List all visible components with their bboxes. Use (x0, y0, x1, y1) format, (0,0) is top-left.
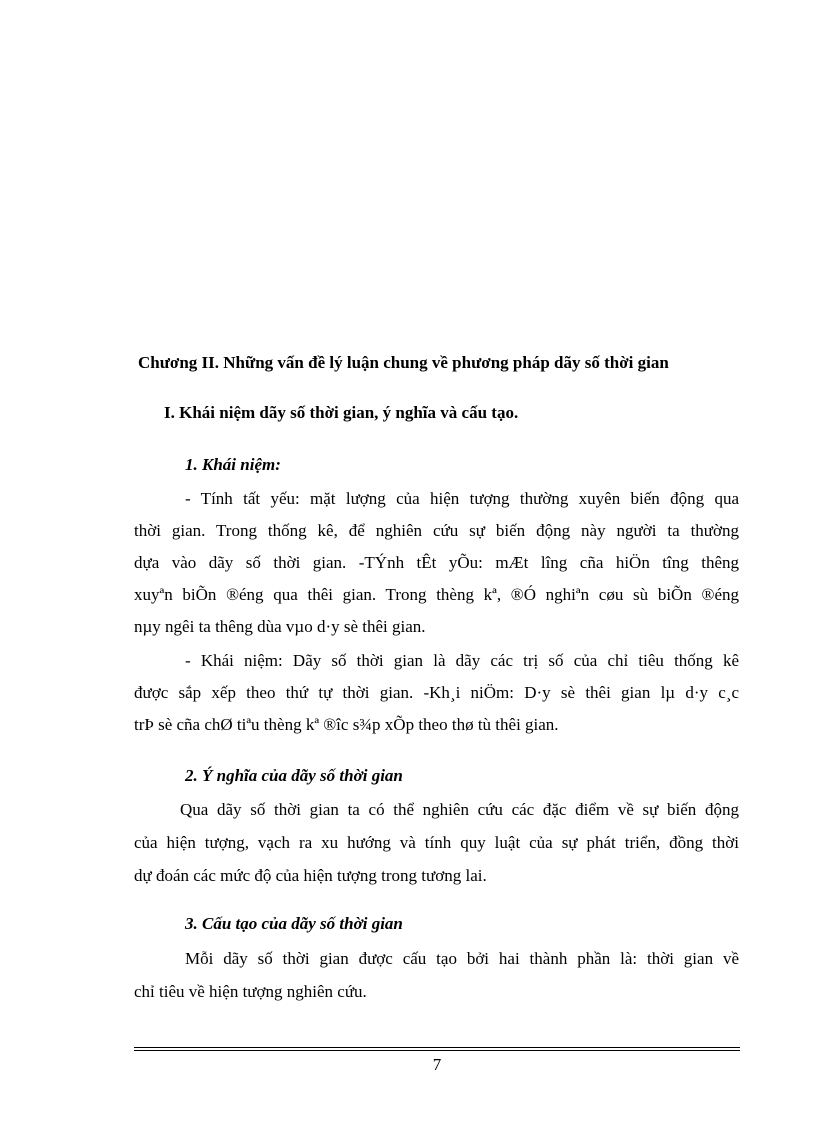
paragraph-line: dựa vào dãy số thời gian. -TÝnh tÊt yÕu: mÆt lîng cña hiÖn tîng thêng (134, 553, 739, 572)
page-number: 7 (432, 1055, 442, 1074)
paragraph-line: trÞ sè cña chØ tiªu thèng kª ®îc s¾p xÕp theo thø tù thêi gian. (134, 715, 559, 734)
paragraph-line: - Khái niệm: Dãy số thời gian là dãy các trị số của chỉ tiêu thống kê (185, 651, 739, 670)
paragraph-line: của hiện tượng, vạch ra xu hướng và tính quy luật của sự phát triển, đồng thời (134, 833, 739, 852)
paragraph-line: Mỗi dãy số thời gian được cấu tạo bởi hai thành phần là: thời gian về (185, 949, 739, 968)
section-heading-meaning: 2. Ý nghĩa của dãy số thời gian (185, 766, 403, 785)
paragraph-line: thời gian. Trong thống kê, để nghiên cứu sự biến động này người ta thường (134, 521, 739, 540)
section-title: I. Khái niệm dãy số thời gian, ý nghĩa và cấu tạo. (164, 403, 519, 422)
paragraph-line: - Tính tất yếu: mặt lượng của hiện tượng thường xuyên biến động qua (185, 489, 739, 508)
paragraph-line: nµy ngêi ta thêng dùa vµo d·y sè thêi gian. (134, 617, 426, 636)
paragraph-line: được sắp xếp theo thứ tự thời gian. -Kh¸i niÖm: D·y sè thêi gian lµ d·y c¸c (134, 683, 739, 702)
section-heading-concept: 1. Khái niệm: (185, 455, 281, 474)
section-heading-structure: 3. Cấu tạo của dãy số thời gian (185, 914, 403, 933)
chapter-title: Chương II. Những vấn đề lý luận chung về phương pháp dãy số thời gian (138, 353, 669, 372)
paragraph-line: xuyªn biÕn ®éng qua thêi gian. Trong thèng kª, ®Ó nghiªn cøu sù biÕn ®éng (134, 585, 739, 604)
footer-double-rule (134, 1047, 740, 1051)
paragraph-line: Qua dãy số thời gian ta có thể nghiên cứu các đặc điểm về sự biến động (180, 800, 739, 819)
paragraph-line: dự đoán các mức độ của hiện tượng trong tương lai. (134, 866, 487, 885)
paragraph-line: chỉ tiêu về hiện tượng nghiên cứu. (134, 982, 367, 1001)
